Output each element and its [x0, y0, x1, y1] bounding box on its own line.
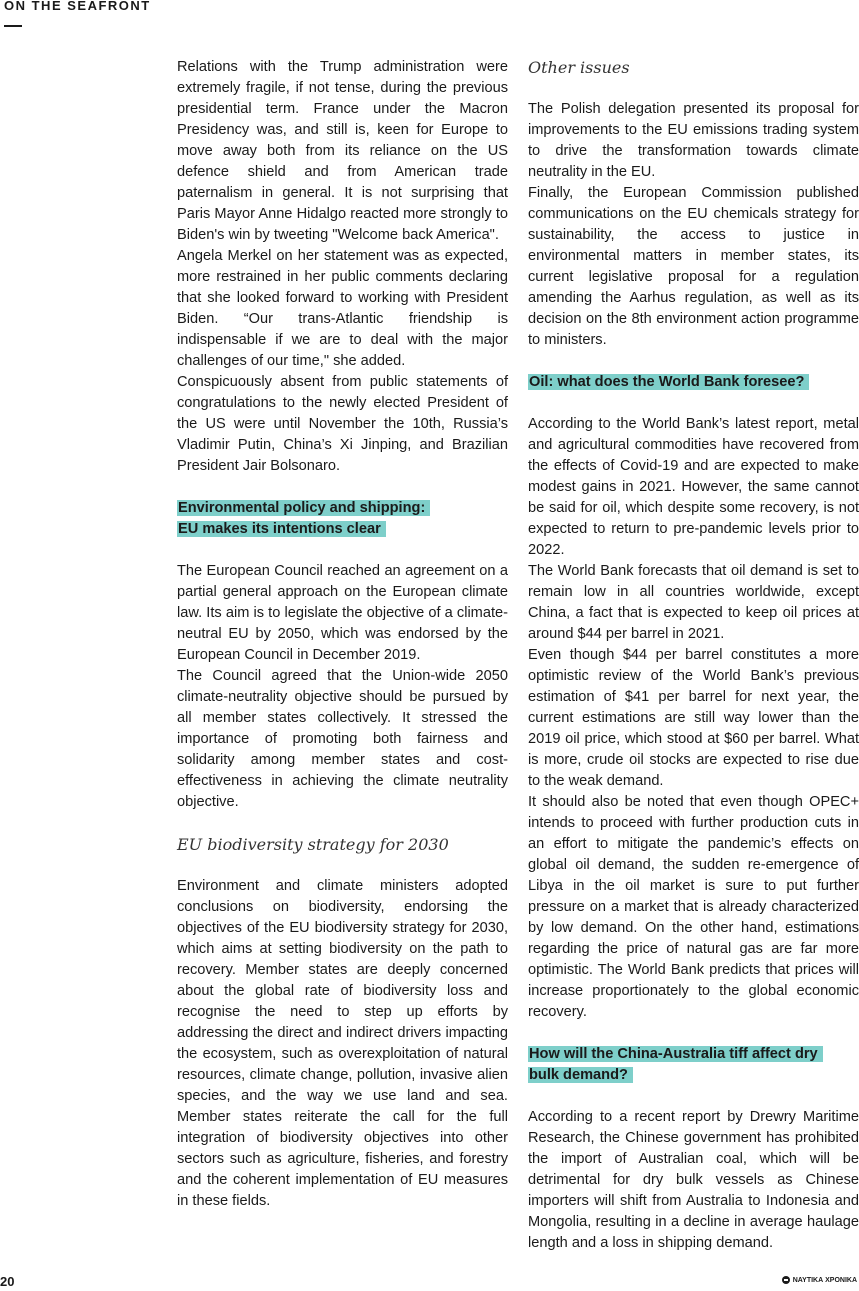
- paragraph: According to the World Bank’s latest report, metal and agricultural commodities have recovered from the effects of Covid-19 and are expected to make modest gains in 2021. However, the same cannot be said for oil, which despite some recovery, is not expected to return to pre-pandemic levels prior to 2022.: [528, 416, 859, 558]
- paragraph: The European Council reached an agreement on a partial general approach on the European climate law. Its aim is to legislate the objective of a climate-neutral EU by 2050, which was endorsed by the European Council in December 2019.: [177, 563, 508, 663]
- paragraph: Environment and climate ministers adopted conclusions on biodiversity, endorsing the objectives of the EU biodiversity strategy for 2030, which aims at setting biodiversity on the path to recovery. Member states are deeply concerned about the global rate of biodiversity loss and recognise the need to step up efforts by addressing the direct and indirect drivers impacting the ecosystem, such as overexploitation of natural resources, climate change, pollution, invasive alien species, and the way we use land and sea. Member states reiterate the call for the full integration of biodiversity objectives into other sectors such as agriculture, fisheries, and forestry and the coherent implementation of EU measures in these fields.: [177, 878, 508, 1209]
- ship-logo-icon: [782, 1276, 790, 1284]
- paragraph: The Council agreed that the Union-wide 2050 climate-neutrality objective should be pursued by all member states collectively. It stressed the importance of promoting both fairness and solidarity among member states and cost-effectiveness in achieving the climate neutrality objective.: [177, 668, 508, 810]
- section-heading-other-issues: Other issues: [528, 58, 630, 77]
- heading-line: Environmental policy and shipping:: [177, 500, 430, 516]
- paragraph: Even though $44 per barrel constitutes a more optimistic review of the World Bank’s previous estimation of $41 per barrel for next year, the current estimations are still way lower than the 2019 oil price, which stood at $60 per barrel. What is more, crude oil stocks are expected to rise due to the weak demand.: [528, 647, 859, 789]
- left-column: [177, 57, 508, 1212]
- brand-name: ΝΑΥΤΙΚΑ ΧΡΟΝΙΚΑ: [792, 1276, 857, 1284]
- section-heading-china-australia: [528, 1044, 859, 1086]
- section-heading-environmental-policy: [177, 498, 508, 540]
- paragraph: Relations with the Trump administration were extremely fragile, if not tense, during the previous presidential term. France under the Macron Presidency was, and still is, keen for Europe to move away both from its reliance on the US defence shield and from American trade paternalism in general. It is not surprising that Paris Mayor Anne Hidalgo reacted more strongly to Biden's win by tweeting "Welcome back America".: [177, 59, 508, 243]
- right-column: [528, 57, 859, 1254]
- brand-footer: [782, 1276, 857, 1284]
- page-number: 20: [0, 1274, 15, 1289]
- paragraph: Finally, the European Commission published communications on the EU chemicals strategy for sustainability, the access to justice in environmental matters in member states, its current legislative proposal for a regulation amending the Aarhus regulation, as well as its decision on the 8th environment action programme to ministers.: [528, 185, 859, 348]
- section-heading-oil: [528, 372, 859, 393]
- paragraph: It should also be noted that even though OPEC+ intends to proceed with further production cuts in an effort to mitigate the pandemic’s effects on global oil demand, the sudden re-emergence of Libya in the oil market is sure to put further pressure on a market that is already characterized by low demand. On the other hand, estimations regarding the price of natural gas are far more optimistic. The World Bank predicts that prices will increase proportionately to the global economic recovery.: [528, 794, 859, 1020]
- heading-line: bulk demand?: [528, 1067, 633, 1083]
- paragraph: According to a recent report by Drewry Maritime Research, the Chinese government has prohibited the import of Australian coal, which will be detrimental for dry bulk vessels as Chinese importers will shift from Australia to Indonesia and Mongolia, resulting in a decline in average haulage length and a loss in shipping demand.: [528, 1109, 859, 1251]
- paragraph: The Polish delegation presented its proposal for improvements to the EU emissions trading system to drive the transformation towards climate neutrality in the EU.: [528, 101, 859, 180]
- heading-line: How will the China-Australia tiff affect dry: [528, 1046, 823, 1062]
- header-divider: [4, 25, 22, 27]
- paragraph: The World Bank forecasts that oil demand is set to remain low in all countries worldwide, except China, a fact that is expected to keep oil prices at around $44 per barrel in 2021.: [528, 563, 859, 642]
- section-heading-biodiversity: EU biodiversity strategy for 2030: [177, 835, 449, 854]
- section-header: ON THE SEAFRONT: [4, 0, 151, 13]
- paragraph: Angela Merkel on her statement was as expected, more restrained in her public comments declaring that she looked forward to working with President Biden. “Our trans-Atlantic friendship is indispensable if we are to deal with the major challenges of our time," she added.: [177, 248, 508, 369]
- paragraph: Conspicuously absent from public statements of congratulations to the newly elected President of the US were until November the 10th, Russia’s Vladimir Putin, China’s Xi Jinping, and Brazilian President Jair Bolsonaro.: [177, 374, 508, 474]
- heading-line: EU makes its intentions clear: [177, 521, 386, 537]
- heading-line: Oil: what does the World Bank foresee?: [528, 374, 809, 390]
